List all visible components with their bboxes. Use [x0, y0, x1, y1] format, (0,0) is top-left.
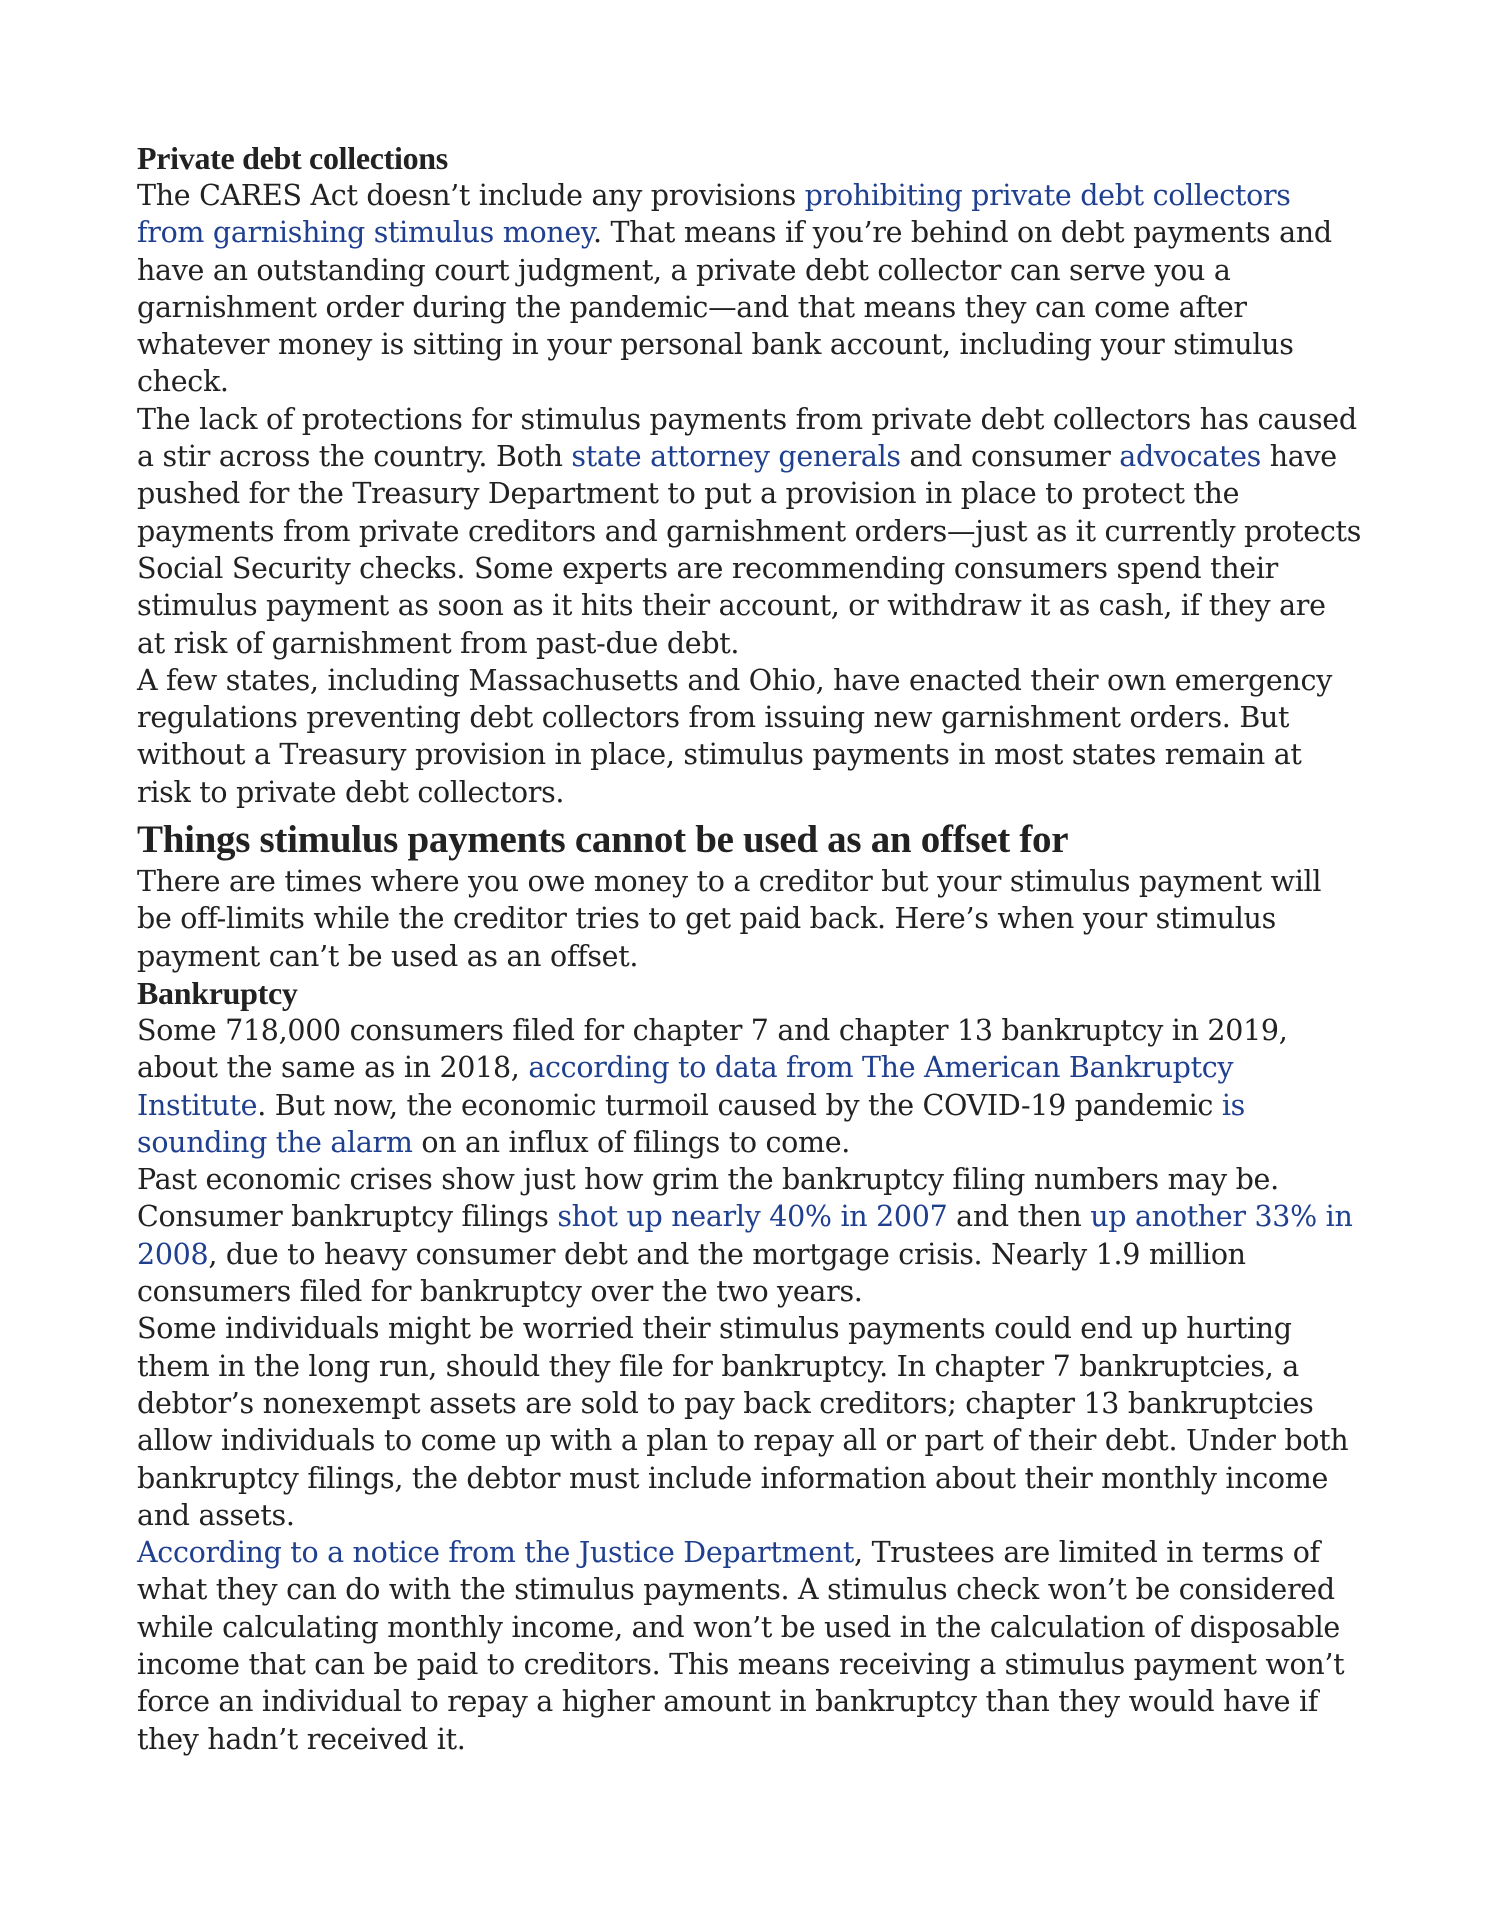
- heading-private-debt-collections: Private debt collections: [137, 140, 448, 176]
- paragraph-past-economic-crises: [137, 1161, 1362, 1310]
- link-prohibiting-debt-collectors[interactable]: prohibiting private debt collectors from garnishing stimulus money: [137, 179, 1291, 250]
- text: Some 718,000 consumers filed for chapter 7 and chapter 13 bankruptcy in 2019, about the same as in 2018,: [137, 1013, 1288, 1085]
- paragraph-few-states: [137, 662, 1362, 811]
- text: The lack of protections for stimulus payments from private debt collectors has caused a stir across the country. Both: [137, 402, 1357, 474]
- paragraph-justice-department: [137, 1534, 1362, 1758]
- text: . But now, the economic turmoil caused by the COVID-19 pandemic: [257, 1088, 1222, 1122]
- paragraph-lack-of-protections: [137, 401, 1362, 662]
- text: Past economic crises show just how grim the bankruptcy filing numbers may be. Consumer bankruptcy filings: [137, 1163, 1279, 1234]
- link-up-another-33-percent-2008[interactable]: up another 33% in 2008: [137, 1200, 1353, 1271]
- link-american-bankruptcy-institute[interactable]: according to data from The American Bankruptcy Institute: [137, 1051, 1234, 1122]
- document-page: [137, 140, 1362, 1758]
- text: and consumer: [900, 440, 1120, 474]
- link-sounding-the-alarm[interactable]: is sounding the alarm: [137, 1088, 1246, 1159]
- link-advocates[interactable]: advocates: [1119, 440, 1261, 474]
- paragraph-cares-act: [137, 177, 1362, 401]
- link-shot-up-40-percent-2007[interactable]: shot up nearly 40% in 2007: [557, 1200, 948, 1234]
- text: The CARES Act doesn’t include any provisions: [137, 179, 805, 212]
- text: on an influx of filings to come.: [412, 1125, 851, 1159]
- text: and then: [947, 1200, 1091, 1234]
- heading-bankruptcy: Bankruptcy: [137, 974, 298, 1011]
- link-state-attorney-generals[interactable]: state attorney generals: [571, 440, 901, 474]
- text: , Trustees are limited in terms of what they can do with the stimulus payments. A stimulus check won’t be considered while calculating monthly income, and won’t be used in the calculation of disposable income that can be paid to creditors. This means receiving a stimulus payment won’t force an individual to repay a higher amount in bankruptcy than they would have if they hadn’t received it.: [137, 1536, 1345, 1756]
- paragraph-individuals-worried: [137, 1310, 1362, 1534]
- text: , due to heavy consumer debt and the mortgage crisis. Nearly 1.9 million consumers filed for bankruptcy over the two years.: [137, 1237, 1246, 1309]
- text: A few states, including Massachusetts and Ohio, have enacted their own emergency regulations preventing debt collectors from issuing new garnishment orders. But without a Treasury provision in place, stimulus payments in most states remain at risk to private debt collectors.: [137, 663, 1333, 809]
- text: There are times where you owe money to a creditor but your stimulus payment will be off-limits while the creditor tries to get paid back. Here’s when your stimulus payment can’t be used as an offset.: [137, 865, 1322, 973]
- text: have pushed for the Treasury Department to put a provision in place to protect the payments from private creditors and garnishment orders—just as it currently protects Social Security checks. Some experts are recommending consumers spend their stimulus payment as soon as it hits their account, or withdraw it as cash, if they are at risk of garnishment from past-due debt.: [137, 440, 1362, 660]
- text: . That means if you’re behind on debt payments and have an outstanding court judgment, a private debt collector can serve you a garnishment order during the pandemic—and that means they can come after whatever money is sitting in your personal bank account, including your stimulus check.: [137, 216, 1332, 399]
- paragraph-718000-consumers: [137, 1012, 1362, 1161]
- heading-cannot-be-offset: Things stimulus payments cannot be used as an offset for: [137, 818, 1069, 862]
- link-justice-department-notice[interactable]: According to a notice from the Justice Department: [137, 1536, 855, 1570]
- text: Some individuals might be worried their stimulus payments could end up hurting them in the long run, should they file for bankruptcy. In chapter 7 bankruptcies, a debtor’s nonexempt assets are sold to pay back creditors; chapter 13 bankruptcies allow individuals to come up with a plan to repay all or part of their debt. Under both bankruptcy filings, the debtor must include information about their monthly income and assets.: [137, 1312, 1349, 1532]
- paragraph-times-you-owe: [137, 863, 1362, 975]
